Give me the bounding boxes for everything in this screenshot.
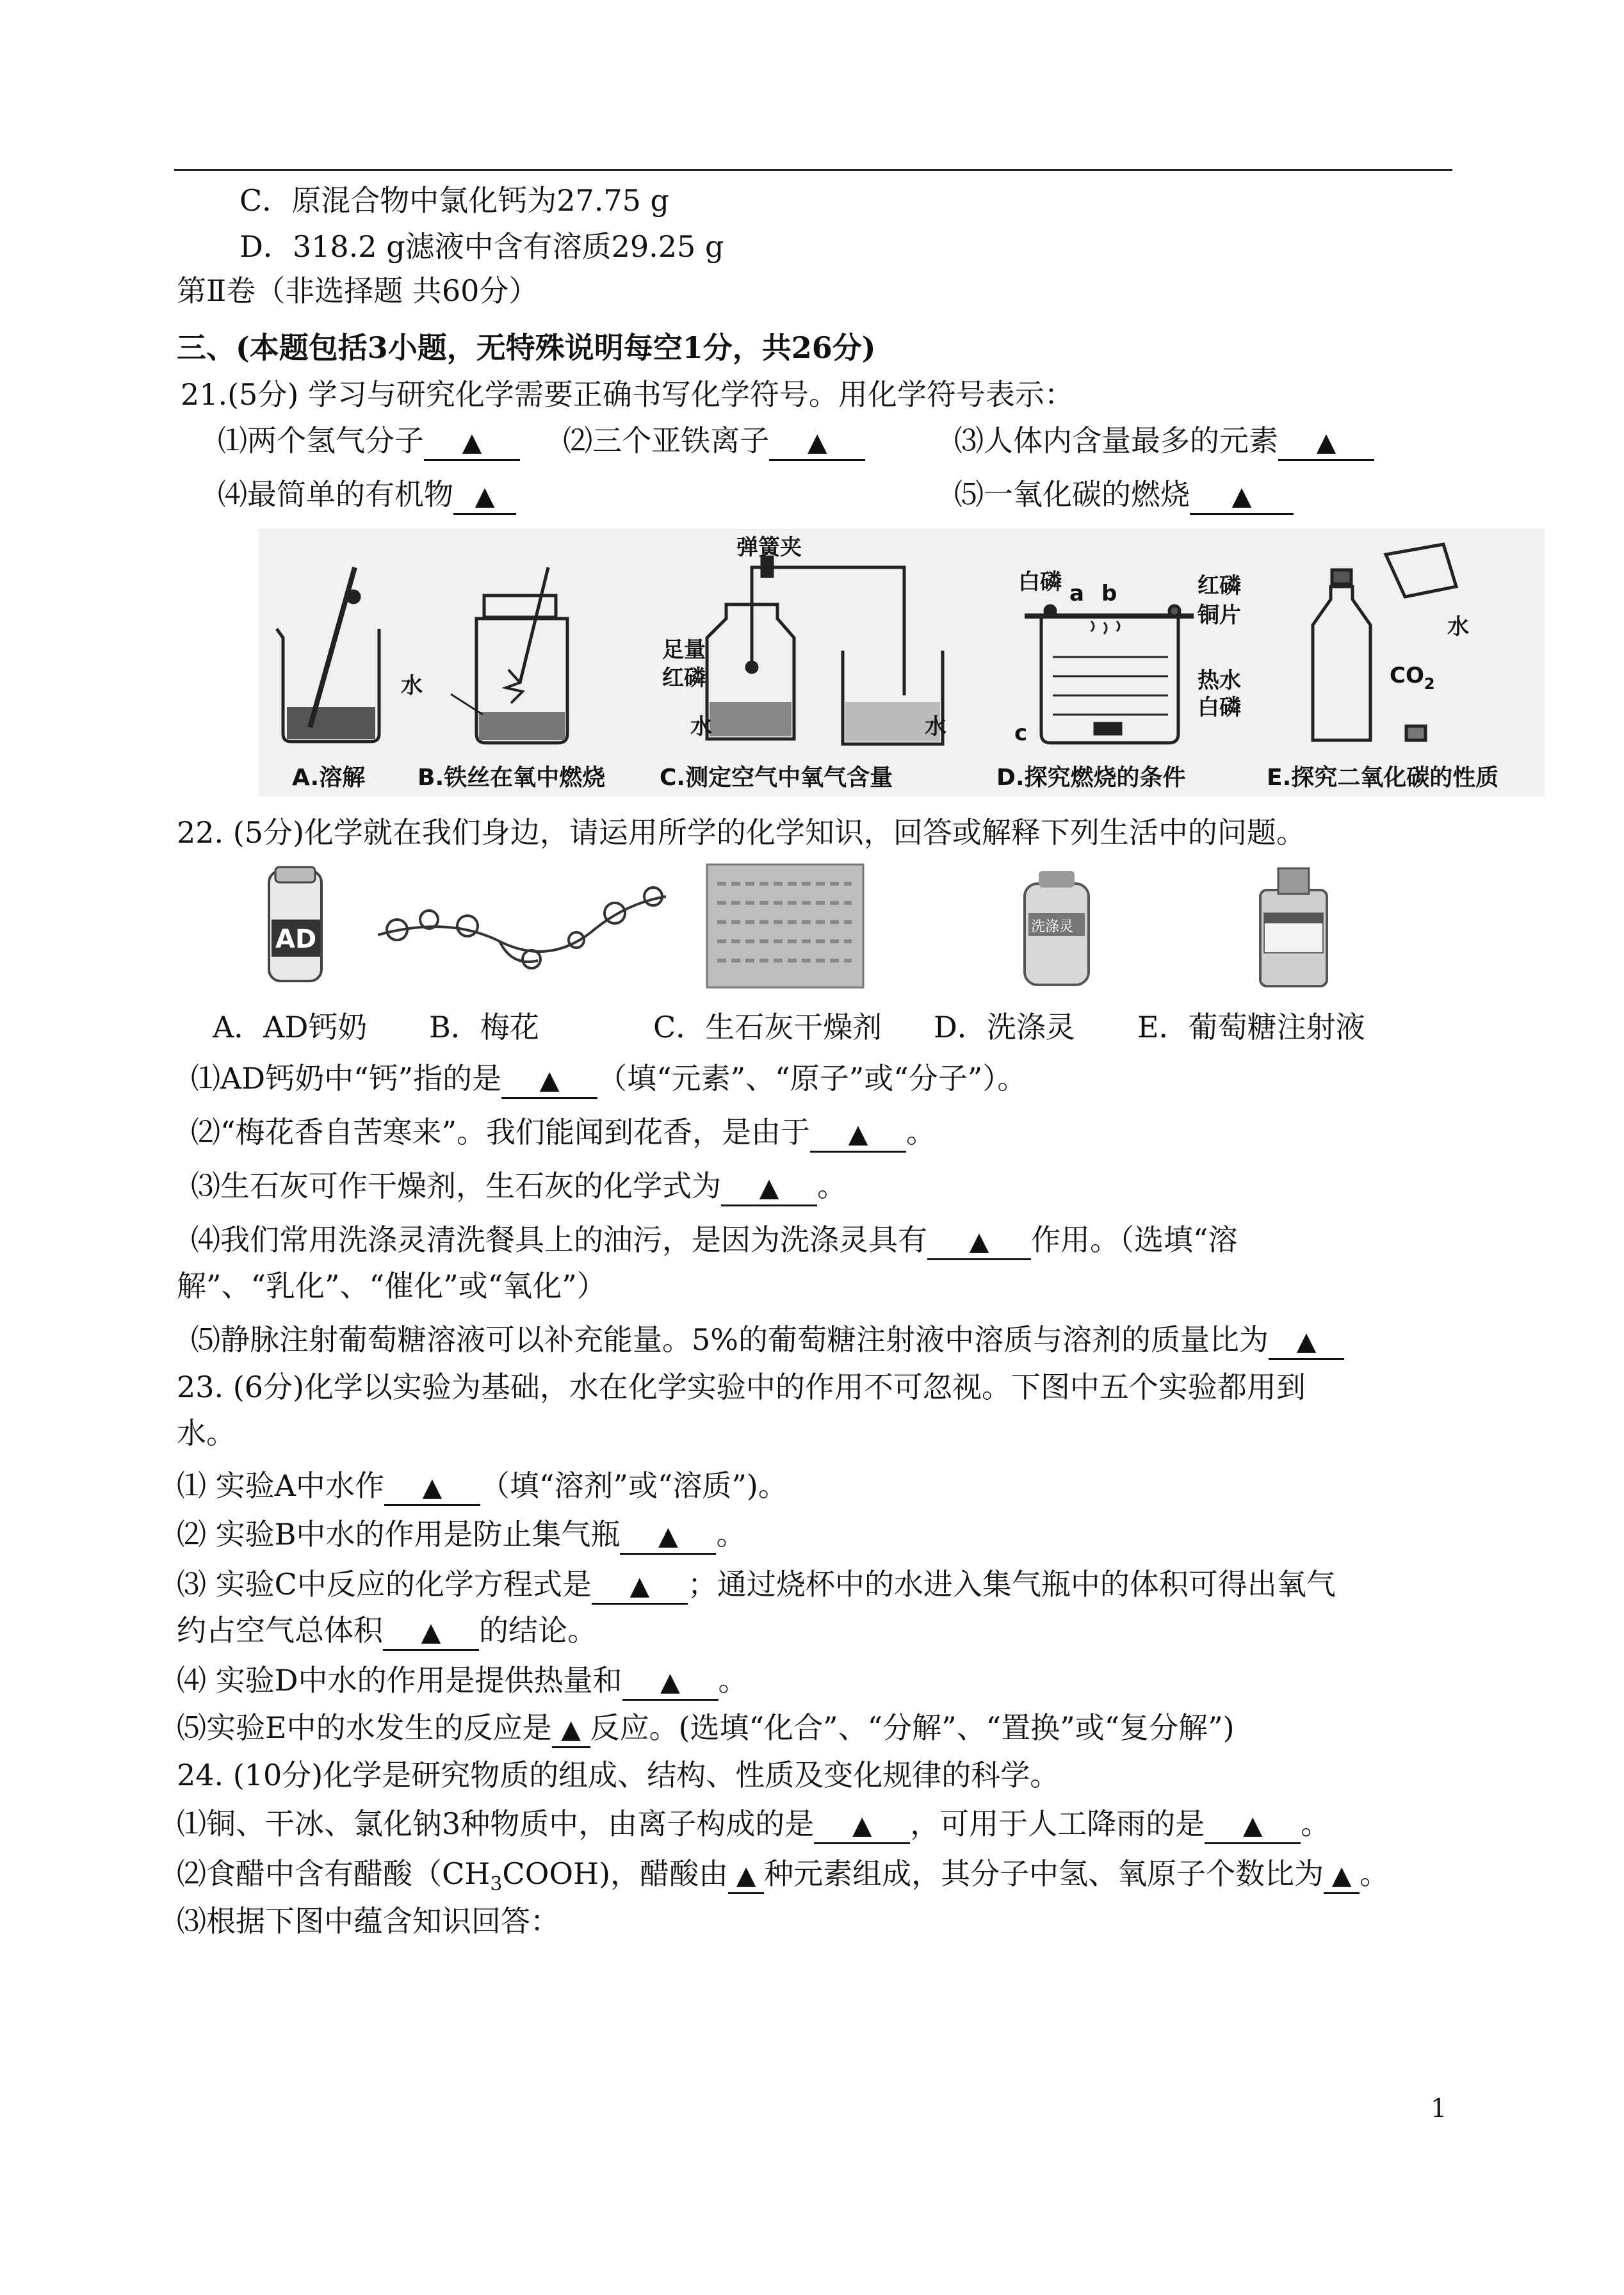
product-caption-e: E．葡萄糖注射液 (1137, 1010, 1365, 1044)
q22-item5: ⑸静脉注射葡萄糖溶液可以补充能量。5%的葡萄糖注射液中溶质与溶剂的质量比为 ▲ (191, 1320, 1344, 1360)
answer-blank[interactable]: ▲ (728, 1857, 764, 1894)
q23-item4: ⑷ 实验D中水的作用是提供热量和 ▲ 。 (177, 1661, 748, 1701)
q24-item3: ⑶根据下图中蕴含知识回答： (177, 1904, 560, 1938)
answer-blank[interactable]: ▲ (1278, 424, 1374, 461)
answer-blank[interactable]: ▲ (552, 1711, 590, 1748)
q21-row1 (218, 421, 865, 461)
label-white-phosphorus-2: 白磷 (1198, 695, 1241, 720)
q21-row1-right (954, 421, 1374, 461)
caption-c: C.测定空气中氧气含量 (660, 765, 893, 791)
answer-blank[interactable]: ▲ (453, 478, 516, 515)
q24-item2: ⑵食醋中含有醋酸$(CH_3COOH)$，醋酸由 ▲ 种元素组成，其分子中氢、氧原子个数比为 ▲ 。 (177, 1856, 1390, 1896)
answer-blank[interactable]: ▲ (814, 1807, 910, 1844)
q23-intro: 23. (6分)化学以实验为基础，水在化学实验中的作用不可忽视。下图中五个实验都用到 (177, 1370, 1306, 1404)
answer-blank[interactable]: ▲ (383, 1614, 479, 1651)
label-c: c (1014, 720, 1028, 746)
glucose-bottle-image (1260, 868, 1327, 986)
page-number: 1 (1431, 2094, 1447, 2123)
label-hot-water: 热水 (1198, 668, 1241, 693)
caption-e: E.探究二氧化碳的性质 (1267, 765, 1499, 791)
experiments-figure (259, 529, 1545, 797)
q23-item5: ⑸实验E中的水发生的反应是 ▲ 反应。(选填“化合”、“分解”、“置换”或“复分解”) (177, 1708, 1235, 1748)
answer-blank[interactable]: ▲ (424, 424, 520, 461)
label-clip: 弹簧夹 (736, 535, 802, 560)
header-rule (174, 169, 1452, 171)
label-copper-sheet: 铜片 (1198, 603, 1241, 628)
answer-blank[interactable]: ▲ (1324, 1857, 1360, 1894)
q24-item1: ⑴铜、干冰、氯化钠3种物质中，由离子构成的是 ▲ ，可用于人工降雨的是 ▲ 。 (177, 1804, 1330, 1844)
q21-intro: 21.(5分) 学习与研究化学需要正确书写化学符号。用化学符号表示： (181, 377, 1074, 412)
answer-blank[interactable]: ▲ (620, 1518, 716, 1555)
answer-blank[interactable]: ▲ (592, 1568, 688, 1605)
q21-item1: ⑴两个氢气分子 (218, 423, 424, 458)
label-red-phosphorus-d: 红磷 (1198, 573, 1241, 599)
label-co2: $CO_2$ (1390, 663, 1435, 693)
q23-item3-continued: 约占空气总体积 ▲ 的结论。 (177, 1611, 597, 1651)
answer-blank[interactable]: ▲ (1269, 1323, 1344, 1360)
label-water-e: 水 (1447, 614, 1469, 640)
label-b: b (1101, 581, 1117, 606)
q22-item3: ⑶生石灰可作干燥剂，生石灰的化学式为 ▲ 。 (191, 1167, 847, 1206)
caption-b: B.铁丝在氧中燃烧 (418, 765, 606, 791)
q21-row2-right (954, 475, 1294, 515)
q22-item4-continued: 解”、“乳化”、“催化”或“氧化”） (177, 1269, 606, 1303)
answer-blank[interactable]: ▲ (501, 1062, 597, 1099)
q22-item1: ⑴AD钙奶中“钙”指的是 ▲ （填“元素”、“原子”或“分子”）。 (191, 1059, 1027, 1099)
label-white-phosphorus: 白磷 (1018, 569, 1062, 595)
answer-blank[interactable]: ▲ (927, 1223, 1031, 1260)
part-two-heading: 第Ⅱ卷（非选择题 共60分） (177, 273, 539, 308)
q21-item3: ⑶人体内含量最多的元素 (954, 423, 1278, 458)
label-water-c1: 水 (690, 714, 712, 740)
label-water-c2: 水 (925, 714, 946, 740)
answer-blank[interactable]: ▲ (1205, 1807, 1301, 1844)
svg-text:AD: AD (275, 925, 317, 954)
q22-item4: ⑷我们常用洗涤灵清洗餐具上的油污，是因为洗涤灵具有 ▲ 作用。（选填“溶 (191, 1220, 1238, 1260)
q22-intro: 22. (5分)化学就在我们身边，请运用所学的化学知识，回答或解释下列生活中的问题。 (177, 815, 1306, 850)
label-enough: 足量 (662, 637, 706, 663)
label-red-phosphorus-c: 红磷 (662, 665, 706, 691)
label-water-b: 水 (401, 673, 423, 699)
product-caption-c: C．生石灰干燥剂 (653, 1010, 882, 1044)
answer-blank[interactable]: ▲ (384, 1469, 480, 1506)
detergent-bottle-image (1025, 871, 1089, 985)
q23-item2: ⑵ 实验B中水的作用是防止集气瓶 ▲ 。 (177, 1515, 745, 1555)
plum-blossom-image (378, 888, 666, 968)
answer-blank[interactable]: ▲ (1190, 478, 1294, 515)
label-a: a (1069, 581, 1084, 606)
q24-intro: 24. (10分)化学是研究物质的组成、结构、性质及变化规律的科学。 (177, 1758, 1060, 1792)
ad-milk-bottle-image (269, 867, 321, 981)
q21-item4: ⑷最简单的有机物 (218, 477, 453, 512)
product-caption-b: B．梅花 (429, 1010, 539, 1044)
q22-item2: ⑵“梅花香自苦寒来”。我们能闻到花香，是由于 ▲ 。 (191, 1113, 936, 1153)
answer-blank[interactable]: ▲ (810, 1115, 906, 1153)
answer-blank[interactable]: ▲ (721, 1169, 817, 1206)
answer-blank[interactable]: ▲ (769, 424, 865, 461)
svg-text:洗涤灵: 洗涤灵 (1031, 919, 1074, 935)
caption-a: A.溶解 (292, 765, 366, 791)
section-three-heading: 三、(本题包括3小题，无特殊说明每空1分，共26分) (177, 330, 876, 365)
caption-d: D.探究燃烧的条件 (996, 765, 1186, 791)
q21-row2 (218, 475, 516, 515)
products-figure (256, 858, 1377, 993)
desiccant-packet-image (707, 864, 863, 987)
q23-item1: ⑴ 实验A中水作 ▲ （填“溶剂”或“溶质”)。 (177, 1466, 788, 1506)
q23-item3: ⑶ 实验C中反应的化学方程式是 ▲ ；通过烧杯中的水进入集气瓶中的体积可得出氧气 (177, 1565, 1336, 1605)
product-caption-a: A．AD钙奶 (213, 1010, 368, 1044)
option-d: D．318.2 g滤液中含有溶质29.25 g (240, 229, 724, 264)
answer-blank[interactable]: ▲ (622, 1664, 719, 1701)
option-c: C．原混合物中氯化钙为27.75 g (240, 183, 669, 218)
product-caption-d: D．洗涤灵 (934, 1010, 1075, 1044)
q21-item2: ⑵三个亚铁离子 (563, 423, 770, 458)
q23-intro-continued: 水。 (177, 1416, 236, 1450)
q21-item5: ⑸一氧化碳的燃烧 (954, 477, 1190, 512)
